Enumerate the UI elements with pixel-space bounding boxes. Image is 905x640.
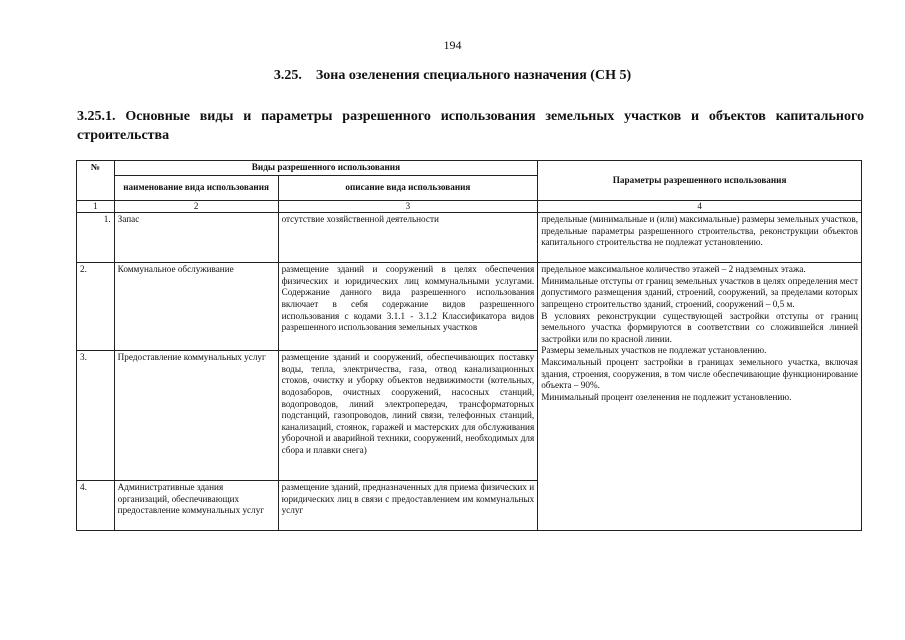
use-name: Административные здания организаций, обеспечивающих предоставление коммунальных услуг [114, 481, 278, 531]
use-description: отсутствие хозяйственной деятельности [278, 213, 538, 263]
row-number: 3. [77, 351, 115, 481]
row-number: 2. [77, 263, 115, 351]
header-use-types: Виды разрешенного использования [114, 161, 538, 176]
shared-parameters [538, 263, 862, 531]
permitted-use-table [76, 160, 862, 531]
header-parameters: Параметры разрешенного использования [538, 161, 862, 201]
use-name: Предоставление коммунальных услуг [114, 351, 278, 481]
use-description: размещение зданий, предназначенных для приема физических и юридических лиц в связи с предоставлением им коммунальных услуг [278, 481, 538, 531]
parameter-line: Минимальные отступы от границ земельных участков в целях определения мест допустимого размещения зданий, строений, сооружений, за пределами которых запрещено строительство зданий, строений, сооружений – 0,5 м. [541, 275, 858, 309]
subsection-title: 3.25.1. Основные виды и параметры разрешенного использования земельных участков и объектов капитального строительства [77, 109, 864, 143]
column-index: 2 [114, 200, 278, 213]
header-use-description: описание вида использования [278, 175, 538, 200]
header-number: № [77, 161, 115, 201]
table-row [77, 263, 862, 351]
table-row [77, 213, 862, 263]
use-name: Запас [114, 213, 278, 263]
column-index: 1 [77, 200, 115, 213]
section-title-text: Зона озеленения специального назначения (СН 5) [315, 68, 632, 83]
section-number: 3.25. [273, 68, 302, 83]
parameter-line: Размеры земельных участков не подлежат установлению. [541, 345, 767, 356]
page-number: 194 [443, 38, 462, 52]
column-index: 4 [538, 200, 862, 213]
parameter-line: В условиях реконструкции существующей застройки отступы от границ земельного участка формируются в соответствии со сложившейся линией застройки или по красной линии. [541, 310, 858, 344]
use-description: размещение зданий и сооружений, обеспечивающих поставку воды, тепла, электричества, газа, отвод канализационных стоков, очистку и уборку объектов недвижимости (котельных, водозаборов, очистных сооружений, насосных станций, водопроводов, линий электропередач, трансформаторных подстанций, газопроводов, линий связи, телефонных станций, канализаций, стоянок, гаражей и мастерских для обслуживания уборочной и аварийной техники, сооружений, необходимых для сбора и плавки снега) [278, 351, 538, 481]
use-parameters: предельные (минимальные и (или) максимальные) размеры земельных участков, предельные параметры разрешенного строительства, реконструкции объектов капитального строительства не подлежат установлению. [538, 213, 862, 263]
column-index: 3 [278, 200, 538, 213]
use-description: размещение зданий и сооружений в целях обеспечения физических и юридических лиц коммунальными услугами. Содержание данного вида разрешенного использования включает в себя содержание видов разрешенного использования с кодами 3.1.1 - 3.1.2 Классификатора видов разрешенного использования земельных участков [278, 263, 538, 351]
column-index-row [77, 200, 862, 213]
parameter-line: Минимальный процент озеленения не подлежит установлению. [541, 391, 792, 402]
header-use-name: наименование вида использования [114, 175, 278, 200]
row-number: 1. [77, 213, 115, 263]
use-name: Коммунальное обслуживание [114, 263, 278, 351]
section-title [0, 68, 905, 84]
parameter-line: предельное максимальное количество этажей – 2 надземных этажа. [541, 264, 806, 275]
parameter-line: Максимальный процент застройки в границах земельного участка, включая здания, строения, сооружения, в том числе обеспечивающие функционирование объекта – 90%. [541, 356, 858, 391]
row-number: 4. [77, 481, 115, 531]
